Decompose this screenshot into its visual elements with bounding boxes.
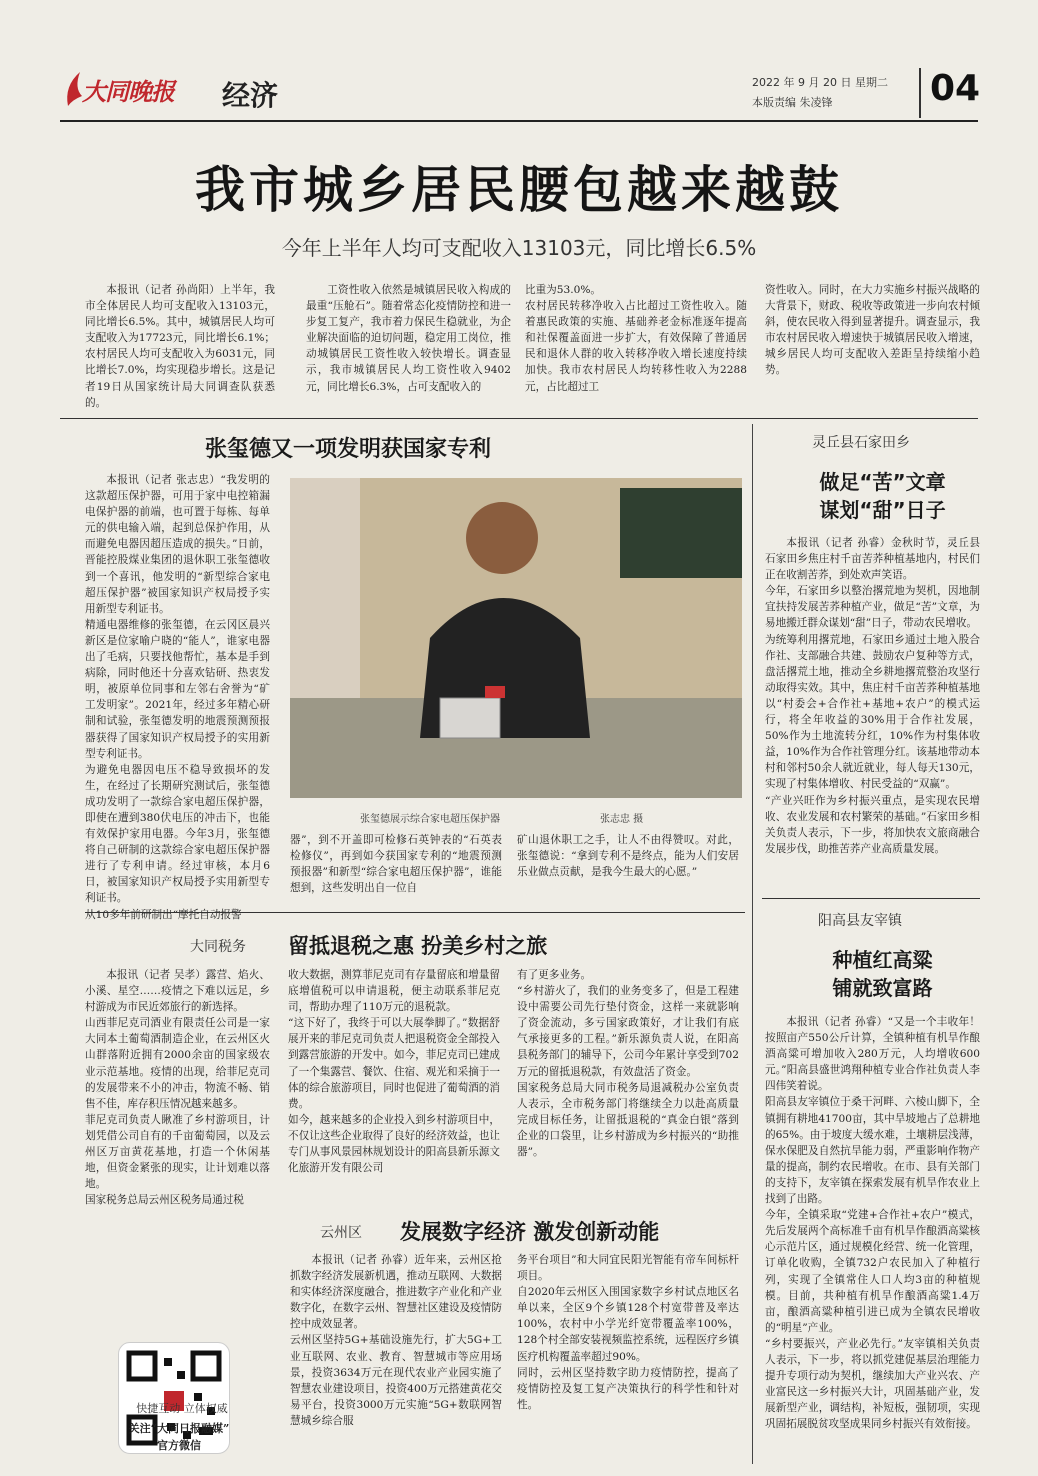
patent-column-2: 器”，到不开盖即可检修石英钟表的“石英表检修仪”，再到如今获国家专利的“地震预测预报器”和新型“综合家电超压保护器”，谁能想到，这些发明出自一位自 — [290, 834, 502, 895]
digital-kicker: 云州区 — [320, 1225, 362, 1241]
tax-kicker: 大同税务 — [190, 939, 246, 955]
lead-headline: 我市城乡居民腰包越来越鼓 — [195, 161, 843, 219]
patent-column-3: 矿山退休职工之手，让人不由得赞叹。对此，张玺德说：“拿到专利不是终点，能为人们安居乐业做点贡献，是我今生最大的心愿。” — [517, 834, 739, 879]
promo-slogan: 快捷互动 立体权威 — [136, 1402, 228, 1415]
lead-bottom-rule — [60, 418, 978, 419]
yougao-body: 本报讯（记者 孙睿）“又是一个丰收年！按照亩产550公斤计算，全镇种植有机旱作酿酒高粱可增加收入280万元，人均增收600元。”阳高县盛世鸿翔种植专业合作社负责人李四伟笑着说。 阳高县友宰镇位于桑干河畔、六棱山脚下，全镇拥有耕地41700亩，其中旱坡地占了总耕地的65%。由于坡度大缓水难，土壤耕层浅薄，保水保肥及自然抗旱能力弱，严重影响作物产量的提高，制约农民增收。在市、县有关部门的支持下，友宰镇在探索发展有机旱作农业上找到了出路。 今年，全镇采取“党建+合作社+农户”模式，先后发展两个高标准千亩有机旱作酿酒高粱核心示范片区，通过规模化经营、统一化管理，订单化收购，全镇732户农民加入了种植行列，实现了全镇常住人口人均3亩的种植规模。目前，共种植有机旱作酿酒高粱1.4万亩，酿酒高粱种植引进已成为全镇农民增收的“明星”产业。 “乡村要振兴，产业必先行。”友宰镇相关负责人表示，下一步，将以抓党建促基层治理能力提升专项行动为契机，继续加大产业兴农、产业富民这一乡村振兴大计，巩固基础产业，发展新型产业，调结构，补短板，强韧项，实现巩固拓展脱贫攻坚成果同乡村振兴有效衔接。 — [765, 1016, 980, 1431]
digital-headline: 发展数字经济 激发创新动能 — [400, 1220, 660, 1244]
lead-column-1: 本报讯（记者 孙尚阳）上半年，我市全体居民人均可支配收入13103元，同比增长6.5%。其中，城镇居民人均可支配收入为17723元，同比增长6.1%；农村居民人均可支配收入为6031元，同比增长7.0%，均实现稳步增长。这是记者19日从国家统计局大同调查队获悉的。 — [85, 284, 275, 409]
lead-column-3: 比重为53.0%。 农村居民转移净收入占比超过工资性收入。随着惠民政策的实施、基础养老金标准逐年提高和社保覆盖面进一步扩大，有效保障了普通居民和退休人群的收入转移净收入增长速度持续加快。我市农村居民人均转移性收入为2288元，占比超过工 — [525, 284, 747, 393]
shijia-body: 本报讯（记者 孙睿）金秋时节，灵丘县石家田乡焦庄村千亩苦荞种植基地内，村民们正在收割苦荞，到处欢声笑语。 今年，石家田乡以整治撂荒地为契机，因地制宜扶持发展苦荞种植产业，做足“苦”文章，为易地搬迁群众谋划“甜”日子，带动农民增收。 为统筹利用撂荒地，石家田乡通过土地入股合作社、支部融合共建、鼓励农户复种等方式，盘活撂荒土地，推动全乡耕地撂荒整治攻坚行动取得实效。其中，焦庄村千亩苦荞种植基地以“村委会+合作社+基地+农户”的模式运行，将全年收益的30%用于合作社发展，50%作为土地流转分红，10%作为村集体收益，10%作为合作社管理分红。该基地带动本村和邻村50余人就近就业，每人每天130元，实现了村集体增收、村民受益的“双赢”。 “产业兴旺作为乡村振兴重点，是实现农民增收、农业发展和农村繁荣的基础。”石家田乡相关负责人表示，下一步，将加快农文旅商融合发展步伐，助推苦荞产业高质量发展。 — [765, 537, 980, 855]
promo-follow: 关注“大同日报融媒” — [128, 1422, 230, 1435]
photo-caption: 张玺德展示综合家电超压保护器 — [360, 814, 500, 825]
shijia-bottom-rule — [762, 898, 980, 899]
lead-column-2: 工资性收入依然是城镇居民收入构成的最重“压舱石”。随着常态化疫情防控和进一步复工复产，我市着力保民生稳就业，为企业解决面临的迫切问题，稳定用工岗位，推动城镇居民工资性收入较快增长。调查显示，我市城镇居民人均工资性收入9402元，同比增长6.3%，占可支配收入的 — [306, 284, 511, 393]
issue-date: 2022 年 9 月 20 日 星期二 — [752, 76, 888, 89]
photo-credit: 张志忠 摄 — [600, 814, 644, 825]
digital-column-1: 本报讯（记者 孙睿）近年来，云州区抢抓数字经济发展新机遇，推动互联网、大数据和实体经济深度融合，推进数字产业化和产业数字化，在数字云州、智慧社区建设及疫情防控中成效显著。 云州区坚持5G+基础设施先行，扩大5G+工业互联网、农业、教育、智慧城市等应用场景，投资3634万元在现代农业产业园实施了智慧农业建设项目，投资400万元搭建黄花交易平台，投资3000万元实施“5G+数联网智慧城乡综合服 — [290, 1254, 502, 1427]
lead-subheadline: 今年上半年人均可支配收入13103元，同比增长6.5% — [281, 236, 757, 260]
promo-follow-2: 官方微信 — [157, 1439, 201, 1452]
patent-bottom-rule — [85, 912, 745, 913]
header-rule — [60, 120, 978, 122]
shijia-kicker: 灵丘县石家田乡 — [812, 435, 910, 451]
page-number: 04 — [930, 68, 981, 109]
section-name: 经济 — [222, 79, 279, 112]
right-column-divider — [752, 424, 753, 1464]
patent-headline: 张玺德又一项发明获国家专利 — [205, 437, 492, 462]
yougao-headline-2: 铺就致富路 — [832, 976, 933, 1000]
tax-column-3: 有了更多业务。 “乡村游火了，我们的业务变多了，但是工程建设中需要公司先行垫付资金，这样一来就影响了资金流动，多亏国家政策好，才让我们有底气承接更多的工程。”新乐源负责人说，在阳高县税务部门的辅导下，公司今年累计享受到702万元的留抵退税款，有效盘活了资金。 国家税务总局大同市税务局退减税办公室负责人表示，全市税务部门将继续全力以赴高质量完成目标任务，让留抵退税的“真金白银”落到企业的口袋里，让乡村游成为乡村振兴的“助推器”。 — [517, 969, 739, 1159]
tax-column-2: 收大数据，测算菲尼克司有存量留底和增量留底增值税可以申请退税，便主动联系菲尼克司，帮助办理了110万元的退税款。 “这下好了，我终于可以大展拳脚了。”数据舒展开来的菲尼克司负责人把退税资金全部投入到露营旅游的开发中。如今，菲尼克司已建成了一个集露营、餐饮、住宿、观光和采摘于一体的综合旅游项目，同时也促进了葡萄酒的消费。 如今，越来越多的企业投入到乡村游项目中，不仅让这些企业取得了良好的经济效益，也让专门从事风景园林规划设计的阳高县新乐源文化旅游开发有限公司 — [288, 969, 500, 1175]
yougao-headline-1: 种植红高粱 — [832, 948, 933, 972]
digital-column-2: 务平台项目”和大同宜民阳光智能有帝车间标杆项目。 自2020年云州区入围国家数字乡村试点地区名单以来，全区9个乡镇128个村宽带普及率达100%，农村中小学光纤宽带覆盖率100%，128个村全部安装视频监控系统，远程医疗乡镇医疗机构覆盖率超过90%。 同时，云州区坚持数字助力疫情防控，提高了疫情防控及复工复产决策执行的科学性和针对性。 — [517, 1254, 739, 1411]
inventor-photo — [290, 478, 742, 798]
shijia-headline-1: 做足“苦”文章 — [819, 470, 946, 494]
patent-column-1: 本报讯（记者 张志忠）“我发明的这款超压保护器，可用于家中电控箱漏电保护器的前端，也可置于每栋、每单元的供电输入端，起到总保护作用，从而避免电器因超压造成的损失。”日前，晋能控股煤业集团的退休职工张玺德收到一个喜讯，他发明的“新型综合家电超压保护器”被国家知识产权局授予实用新型专利证书。 精通电器维修的张玺德，在云冈区晨兴新区是位家喻户晓的“能人”，谁家电器出了毛病，只要找他帮忙，基本是手到病除，同时他还十分喜欢钻研、热衷发明，被原单位同事和左邻右舍誉为“矿工发明家”。2021年，经过多年精心研制和试验，张玺德发明的地震预测预报器获得了国家知识产权局授予的实用新型专利证书。 为避免电器因电压不稳导致损坏的发生，在经过了长期研究测试后，张玺德成功发明了一款综合家电超压保护器，即使在遭到380伏电压的冲击下，也能有效保护家用电器。今年3月，张玺德将自己研制的这款综合家电超压保护器进行了专利申请。经过审核，本月6日，被国家知识产权局授予实用新型专利证书。 从10多年前研制出“摩托自动报警 — [85, 474, 270, 921]
yougao-kicker: 阳高县友宰镇 — [818, 913, 902, 929]
newspaper-logo: 大同晚报 — [82, 77, 174, 106]
tax-headline: 留抵退税之惠 扮美乡村之旅 — [288, 934, 548, 958]
shijia-headline-2: 谋划“甜”日子 — [819, 498, 946, 522]
tax-column-1: 本报讯（记者 吴孝）露营、焰火、小溪、星空……疫情之下难以远足，乡村游成为市民近郊旅行的新选择。 山西菲尼克司酒业有限责任公司是一家大同本土葡萄酒制造企业，在云州区火山群落附近拥有2000余亩的国家级农业示范基地。疫情的出现，给菲尼克司的发展带来不小的冲击，物流不畅、销售不佳，库存积压情况越来越多。 菲尼克司负责人瞅准了乡村游项目，计划凭借公司自有的千亩葡萄园，以及云州区万亩黄花基地，打造一个休闲基地，但资金紧张的现实，让计划难以落地。 国家税务总局云州区税务局通过税 — [85, 969, 270, 1207]
page-editor: 本版责编 朱凌锋 — [752, 96, 833, 109]
header-divider — [919, 68, 921, 118]
lead-column-4: 资性收入。同时，在大力实施乡村振兴战略的大背景下，财政、税收等政策进一步向农村倾斜，使农民收入得到显著提升。调查显示，我市农村居民收入增速快于城镇居民收入增速，城乡居民人均可支配收入差距呈持续缩小趋势。 — [765, 284, 980, 377]
